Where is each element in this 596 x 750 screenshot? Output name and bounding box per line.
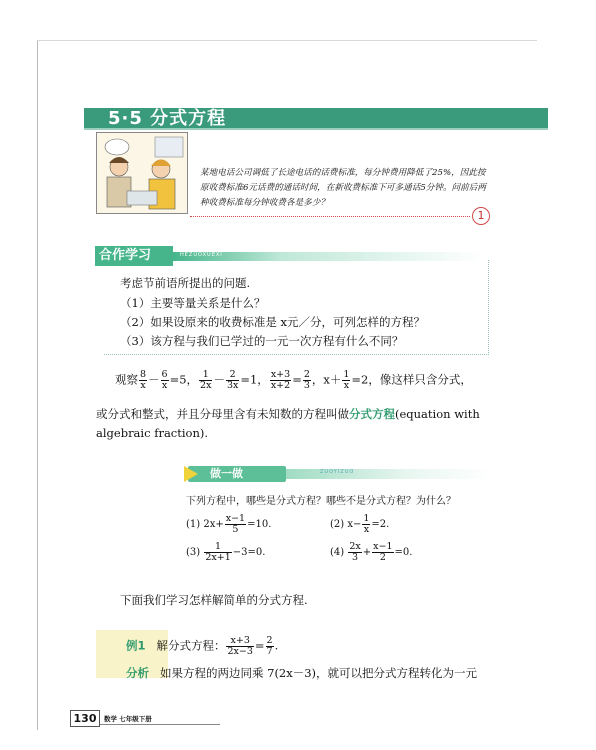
observe-line-2-text: 或分式和整式，并且分母里含有未知数的方程叫做 [96, 407, 349, 421]
observe-lead: 观察 [115, 372, 138, 387]
do-question: 下列方程中，哪些是分式方程？哪些不是分式方程？为什么？ [186, 496, 456, 507]
example-text: 解分式方程： [156, 638, 226, 653]
book-title: 数学 七年级下册 [104, 715, 152, 723]
phone-call-illustration [96, 132, 188, 214]
coop-question-1: （1）主要等量关系是什么？ [120, 296, 266, 310]
coop-question-2: （2）如果设原来的收费标准是 x元／分，可列怎样的方程？ [120, 315, 425, 329]
exercise-1-number: (1) [186, 519, 201, 530]
observe-line-3: algebraic fraction). [96, 426, 209, 440]
intro-dotted-line [190, 216, 470, 217]
formula: $\frac{8}{x}$ [140, 369, 147, 391]
exercise-4: (4) $\frac{2x}{3}$ + $\frac{x-1}{2}$ =0. [330, 541, 413, 563]
observe-tail: ，像这样只含分式， [368, 372, 472, 387]
observe-line-2 [96, 406, 480, 422]
bubble-number: 1 [472, 207, 490, 225]
analysis-line [126, 665, 477, 681]
do-it-label: 做一做 [188, 466, 286, 482]
exercise-2-number: (2) [330, 519, 345, 530]
example-1: 例1 解分式方程： $\frac{x+3}{2x-3}$ = $\frac{2}{7}$ . [126, 635, 279, 657]
observe-line-1: 观察 $\frac{8}{x}$ － $\frac{6}{x}$ =5， $\frac{1}{2x}$ － $\frac{2}{3x}$ =1， $\frac{x+3}{x+2}$ = $\frac{2}{3}$ ，x＋ $\frac{1}{x}$ =2，像这样只含分式， [115, 369, 472, 391]
exercise-3-number: (3) [186, 547, 201, 558]
page-frame-left [37, 40, 38, 730]
coop-learning-label: 合作学习 [95, 246, 173, 266]
analysis-label: 分析 [126, 666, 149, 680]
page-frame-top [37, 40, 537, 41]
exercise-1: (1) 2x+ $\frac{x-1}{5}$ =10. [186, 513, 272, 535]
exercise-2: (2) x− $\frac{1}{x}$ =2. [330, 513, 390, 535]
page-number: 130 [70, 710, 100, 727]
observe-english: (equation with [395, 407, 480, 421]
arrow-icon [184, 466, 198, 482]
coop-learning-pinyin: HEZUOXUEXI [180, 252, 223, 258]
do-it-pinyin: ZUOYIZUO [320, 469, 355, 475]
example-label: 例1 [126, 638, 146, 653]
section-title: 5·5 分式方程 [108, 108, 227, 129]
footer-line [100, 724, 220, 725]
term-fractional-equation: 分式方程 [349, 407, 395, 421]
analysis-text: 如果方程的两边同乘 7(2x－3)，就可以把分式方程转化为一元 [159, 666, 478, 680]
coop-lead: 考虑节前语所提出的问题. [120, 276, 251, 290]
do-it-banner [282, 469, 492, 479]
next-intro-text: 下面我们学习怎样解简单的分式方程. [120, 593, 308, 607]
coop-question-3: （3）该方程与我们已学过的一元一次方程有什么不同？ [120, 334, 404, 348]
intro-problem-text: 某地电话公司调低了长途电话的话费标准，每分钟费用降低了25%，因此按原收费标准6元话费的通话时间，在新收费标准下可多通话5分钟。问前后两种收费标准每分钟收费各是多少？ [200, 168, 486, 208]
exercise-3: (3) $\frac{1}{2x+1}$ −3=0. [186, 541, 266, 563]
exercise-4-number: (4) [330, 547, 345, 558]
